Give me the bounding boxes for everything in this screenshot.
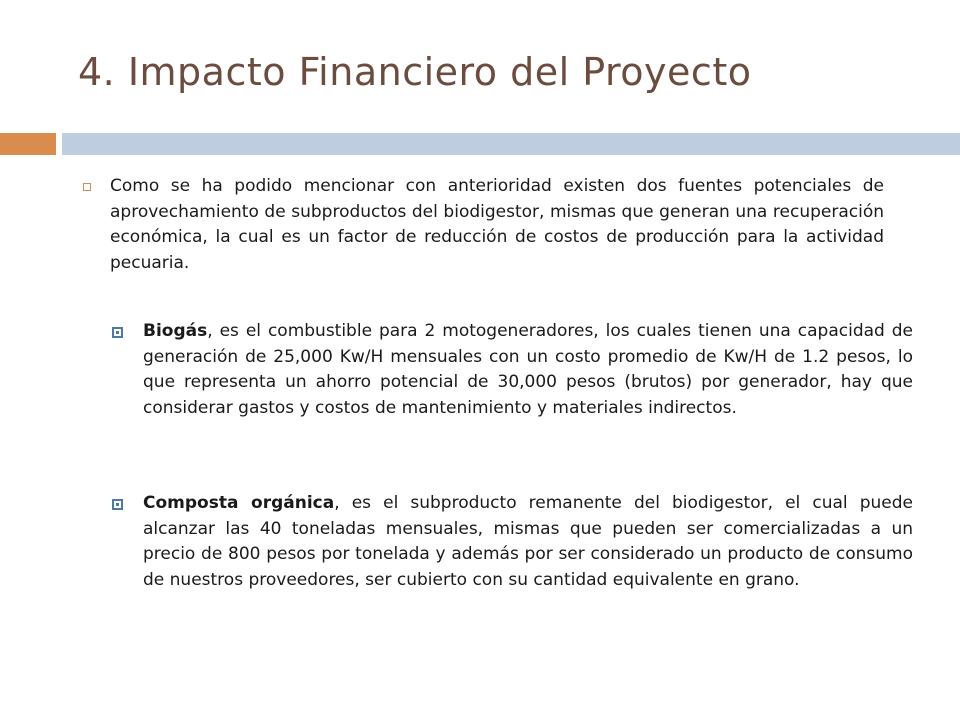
slide-title: 4. Impacto Financiero del Proyecto xyxy=(78,50,752,94)
list-item-composta xyxy=(143,491,913,593)
list-item-text: , es el combustible para 2 motogeneradores, los cuales tienen una capacidad de generación de 25,000 Kw/H mensuales con un costo promedio de Kw/H de 1.2 pesos, lo que representa un ahorro potencial de 30,000 pesos (brutos) por generador, hay que considerar gastos y costos de mantenimiento y materiales indirectos. xyxy=(143,321,913,418)
square-bullet-icon xyxy=(83,183,91,191)
square-bullet-icon xyxy=(112,327,123,338)
accent-bar-orange xyxy=(0,133,56,155)
list-item-biogas xyxy=(143,319,913,421)
list-item-term: Biogás xyxy=(143,321,208,341)
square-bullet-icon xyxy=(112,499,123,510)
list-item-term: Composta orgánica xyxy=(143,493,335,513)
intro-paragraph: Como se ha podido mencionar con anterioridad existen dos fuentes potenciales de aprovechamiento de subproductos del biodigestor, mismas que generan una recuperación económica, la cual es un factor de reducción de costos de producción para la actividad pecuaria. xyxy=(110,176,884,273)
list-item-text: , es el subproducto remanente del biodigestor, el cual puede alcanzar las 40 toneladas mensuales, mismas que pueden ser comercializadas a un precio de 800 pesos por tonelada y además por ser considerado un producto de consumo de nuestros proveedores, ser cubierto con su cantidad equivalente en grano. xyxy=(143,493,913,590)
accent-bar-blue xyxy=(62,133,960,155)
